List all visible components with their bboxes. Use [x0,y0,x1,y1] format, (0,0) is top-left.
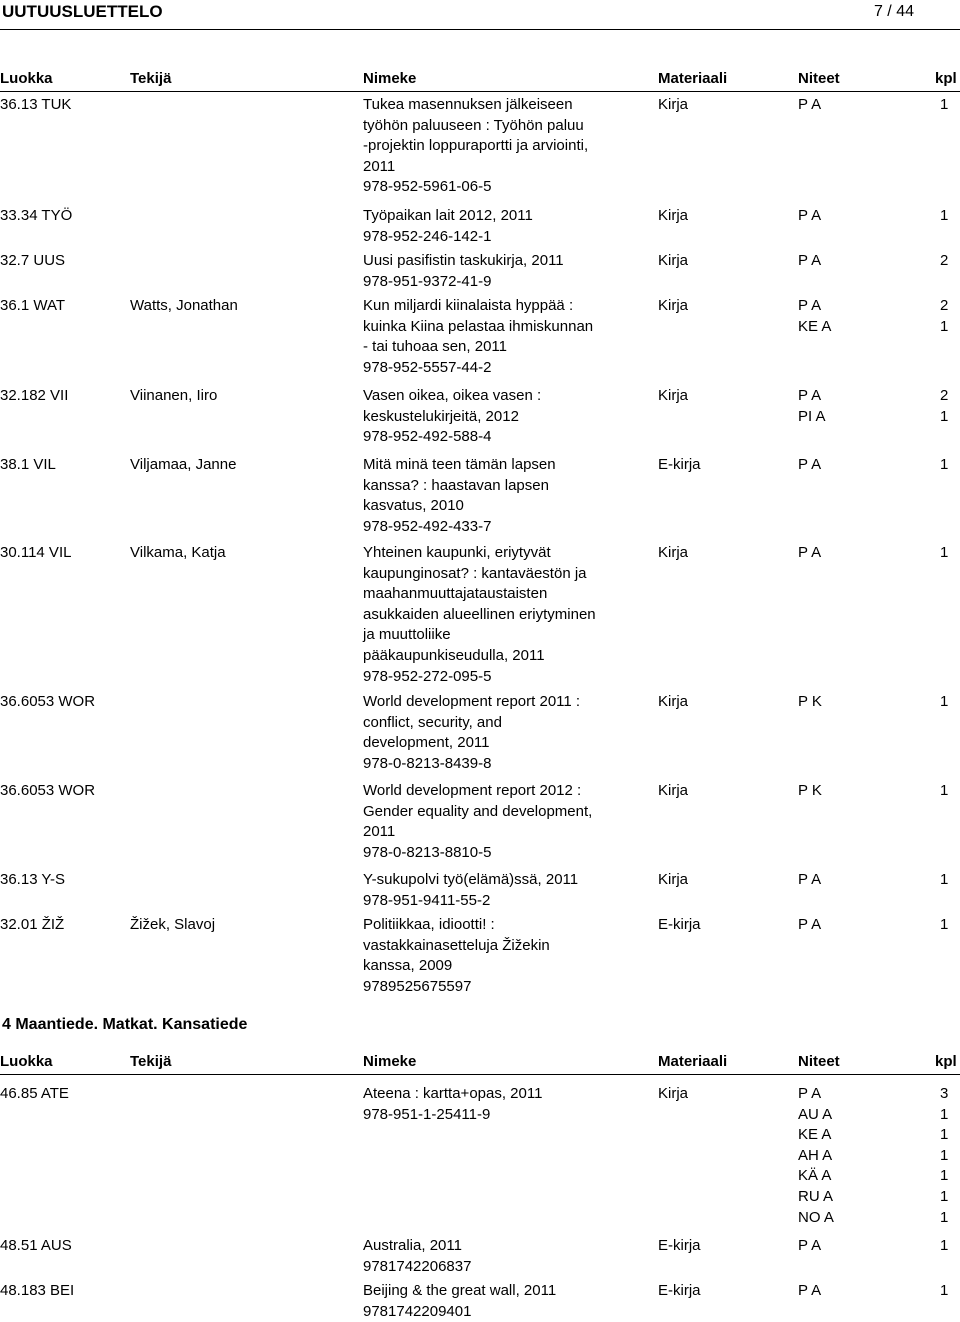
cell-nimeke [363,870,648,911]
cell-niteet-line: P A [798,252,822,269]
cell-niteet [798,251,898,272]
cell-kpl [940,543,960,564]
cell-kpl [940,455,960,476]
cell-nimeke-line: työhön paluuseen : Työhön paluu [363,116,584,134]
cell-materiaali [658,870,788,891]
cell-luokka [0,1281,125,1302]
cell-luokka [0,915,125,936]
cell-nimeke-line: 978-951-9411-55-2 [363,891,491,909]
cell-niteet [798,870,898,891]
cell-tekija [130,543,355,564]
cell-materiaali-line: Kirja [658,387,689,404]
cell-kpl-line: 1 [940,1105,949,1123]
cell-nimeke-line: Tukea masennuksen jälkeiseen [363,96,573,113]
cell-luokka-line: 48.51 AUS [0,1237,72,1254]
cell-luokka [0,870,125,891]
cell-kpl [940,870,960,891]
cell-nimeke-line: 9789525675597 [363,977,472,995]
title-divider [0,29,960,30]
cell-nimeke-line: 978-0-8213-8810-5 [363,843,492,861]
page-current: 7 [873,3,883,20]
cell-tekija-line: Watts, Jonathan [130,297,238,314]
cell-nimeke-line: Vasen oikea, oikea vasen : [363,387,542,404]
cell-nimeke-line: 978-952-272-095-5 [363,667,492,685]
cell-nimeke-line: Politiikkaa, idiootti! : [363,916,495,933]
cell-nimeke-line: 2011 [363,157,396,175]
document-title: UUTUUSLUETTELO [2,2,163,21]
cell-kpl-line: 1 [940,1282,949,1299]
cell-niteet [798,543,898,564]
cell-materiaali [658,915,788,936]
cell-nimeke-line: Uusi pasifistin taskukirja, 2011 [363,252,564,269]
cell-kpl-line: 1 [940,782,949,799]
cell-tekija-line: Viljamaa, Janne [130,456,237,473]
cell-nimeke [363,543,648,687]
cell-niteet [798,781,898,802]
cell-niteet-line: AH A [798,1146,833,1164]
cell-luokka [0,1236,125,1257]
cell-nimeke-line: kanssa, 2009 [363,957,453,975]
cell-materiaali-line: E-kirja [658,456,701,473]
cell-niteet-line: KE A [798,317,832,335]
cell-niteet [798,95,898,116]
cell-nimeke-line: Beijing & the great wall, 2011 [363,1282,557,1299]
cell-niteet [798,386,898,427]
cell-materiaali [658,296,788,317]
cell-luokka [0,206,125,227]
cell-materiaali-line: Kirja [658,782,689,799]
cell-nimeke-line: ja muuttoliike [363,626,451,644]
header-materiaali: Materiaali [658,70,728,87]
page-separator: / [887,3,892,20]
cell-nimeke-line: 978-952-5557-44-2 [363,358,492,376]
cell-kpl [940,1084,960,1228]
cell-nimeke-line: maahanmuuttajataustaisten [363,585,548,603]
cell-tekija [130,296,355,317]
cell-kpl-line: 2 [940,297,949,314]
cell-kpl [940,206,960,227]
cell-kpl [940,692,960,713]
cell-nimeke [363,206,648,247]
cell-nimeke [363,251,648,292]
cell-kpl [940,915,960,936]
cell-niteet [798,692,898,713]
cell-kpl [940,1236,960,1257]
cell-nimeke-line: World development report 2012 : [363,782,582,799]
cell-kpl-line: 2 [940,252,949,269]
cell-materiaali-line: E-kirja [658,916,701,933]
cell-niteet-line: P A [798,544,822,561]
cell-nimeke-line: Kun miljardi kiinalaista hyppää : [363,297,574,314]
cell-luokka-line: 36.6053 WOR [0,693,96,710]
cell-kpl-line: 1 [940,871,949,888]
cell-tekija [130,915,355,936]
cell-nimeke-line: Ateena : kartta+opas, 2011 [363,1085,543,1102]
cell-nimeke-line: kuinka Kiina pelastaa ihmiskunnan [363,317,594,335]
cell-niteet-line: P A [798,1237,822,1254]
cell-luokka-line: 36.13 TUK [0,96,72,113]
cell-luokka [0,543,125,564]
cell-kpl-line: 3 [940,1085,949,1102]
cell-materiaali-line: Kirja [658,96,689,113]
section-title: 4 Maantiede. Matkat. Kansatiede [2,1016,248,1033]
cell-niteet-line: P A [798,96,822,113]
cell-nimeke-line: 2011 [363,823,396,841]
cell-nimeke-line: development, 2011 [363,734,490,752]
cell-nimeke [363,915,648,997]
cell-materiaali [658,251,788,272]
cell-niteet-line: P A [798,456,822,473]
cell-nimeke-line: conflict, security, and [363,713,502,731]
cell-luokka-line: 38.1 VIL [0,456,56,473]
cell-luokka-line: 33.34 TYÖ [0,207,73,224]
cell-nimeke-line: Y-sukupolvi työ(elämä)ssä, 2011 [363,871,579,888]
cell-materiaali-line: E-kirja [658,1282,701,1299]
cell-kpl-line: 1 [940,1146,949,1164]
cell-materiaali-line: Kirja [658,871,689,888]
cell-nimeke [363,692,648,774]
cell-kpl-line: 1 [940,407,949,425]
header-divider-2 [0,1074,960,1075]
cell-niteet [798,206,898,227]
cell-nimeke-line: World development report 2011 : [363,693,581,710]
cell-luokka [0,692,125,713]
cell-kpl [940,386,960,427]
cell-tekija-line: Vilkama, Katja [130,544,226,561]
cell-niteet-line: P A [798,297,822,314]
cell-kpl-line: 1 [940,693,949,710]
cell-luokka-line: 32.182 VII [0,387,69,404]
table-header-1 [0,70,960,92]
cell-niteet [798,915,898,936]
document-header [0,0,960,28]
cell-materiaali-line: Kirja [658,252,689,269]
cell-kpl-line: 2 [940,387,949,404]
cell-kpl-line: 1 [940,207,949,224]
header-niteet: Niteet [798,1053,840,1070]
cell-nimeke-line: 9781742206837 [363,1257,472,1275]
cell-tekija [130,455,355,476]
cell-niteet-line: NO A [798,1208,834,1226]
cell-luokka [0,781,125,802]
cell-niteet [798,1281,898,1302]
cell-nimeke-line: Työpaikan lait 2012, 2011 [363,207,533,224]
cell-nimeke-line: Australia, 2011 [363,1237,462,1254]
header-kpl: kpl [935,70,957,87]
cell-nimeke [363,1281,648,1322]
header-nimeke: Nimeke [363,70,417,87]
cell-niteet-line: P A [798,207,822,224]
cell-niteet-line: AU A [798,1105,833,1123]
cell-kpl [940,296,960,337]
cell-tekija-line: Žižek, Slavoj [130,916,216,933]
cell-luokka [0,95,125,116]
cell-kpl-line: 1 [940,916,949,933]
cell-luokka-line: 48.183 BEI [0,1282,75,1299]
cell-materiaali [658,455,788,476]
cell-luokka-line: 32.01 ŽIŽ [0,916,65,933]
cell-nimeke [363,781,648,863]
header-tekija: Tekijä [130,1053,172,1070]
cell-nimeke [363,95,648,198]
cell-kpl-line: 1 [940,1167,949,1185]
cell-luokka-line: 30.114 VIL [0,544,72,561]
cell-materiaali-line: Kirja [658,693,689,710]
cell-nimeke-line: -projektin loppuraportti ja arviointi, [363,137,589,155]
cell-nimeke [363,386,648,448]
page-number [874,3,914,21]
cell-materiaali-line: Kirja [658,207,689,224]
cell-luokka [0,386,125,407]
cell-materiaali-line: Kirja [658,297,689,314]
cell-nimeke-line: kaupunginosat? : kantaväestön ja [363,564,587,582]
cell-niteet-line: KÄ A [798,1167,832,1185]
cell-tekija-line: Viinanen, Iiro [130,387,218,404]
header-nimeke: Nimeke [363,1053,417,1070]
header-divider-1 [0,91,960,92]
cell-nimeke [363,1084,648,1125]
cell-nimeke-line: asukkaiden alueellinen eriytyminen [363,605,596,623]
cell-materiaali [658,543,788,564]
cell-tekija [130,386,355,407]
cell-kpl-line: 1 [940,96,949,113]
cell-luokka-line: 36.6053 WOR [0,782,96,799]
cell-nimeke-line: Mitä minä teen tämän lapsen [363,456,556,473]
cell-nimeke-line: 978-952-492-588-4 [363,428,492,446]
cell-niteet-line: RU A [798,1187,834,1205]
cell-nimeke-line: 978-952-492-433-7 [363,517,492,535]
cell-materiaali [658,386,788,407]
cell-niteet-line: KE A [798,1126,832,1144]
cell-niteet-line: P A [798,871,822,888]
header-luokka: Luokka [0,1053,53,1070]
cell-niteet-line: P A [798,387,822,404]
header-kpl: kpl [935,1053,957,1070]
cell-luokka [0,296,125,317]
cell-kpl [940,1281,960,1302]
header-luokka: Luokka [0,70,53,87]
cell-niteet [798,1084,898,1228]
cell-niteet-line: PI A [798,407,826,425]
cell-kpl [940,251,960,272]
cell-luokka-line: 46.85 ATE [0,1085,69,1102]
cell-niteet [798,455,898,476]
cell-niteet-line: P A [798,916,822,933]
cell-niteet-line: P A [798,1282,822,1299]
cell-nimeke-line: kanssa? : haastavan lapsen [363,476,549,494]
cell-nimeke-line: keskustelukirjeitä, 2012 [363,407,519,425]
cell-nimeke [363,455,648,537]
cell-kpl [940,95,960,116]
cell-luokka [0,251,125,272]
cell-materiaali [658,206,788,227]
cell-nimeke-line: 9781742209401 [363,1302,472,1320]
cell-luokka [0,1084,125,1105]
cell-kpl-line: 1 [940,1208,949,1226]
cell-nimeke [363,1236,648,1277]
cell-materiaali-line: Kirja [658,544,689,561]
cell-nimeke-line: 978-951-9372-41-9 [363,272,492,290]
header-niteet: Niteet [798,70,840,87]
cell-nimeke-line: 978-952-5961-06-5 [363,178,492,196]
cell-nimeke-line: Gender equality and development, [363,802,593,820]
cell-nimeke-line: vastakkainasetteluja Žižekin [363,936,550,954]
cell-kpl-line: 1 [940,544,949,561]
cell-nimeke-line: - tai tuhoaa sen, 2011 [363,338,507,356]
cell-nimeke-line: 978-952-246-142-1 [363,227,492,245]
cell-nimeke-line: Yhteinen kaupunki, eriytyvät [363,544,551,561]
cell-nimeke-line: 978-951-1-25411-9 [363,1105,491,1123]
cell-niteet [798,1236,898,1257]
table-header-2 [0,1053,960,1075]
cell-materiaali-line: E-kirja [658,1237,701,1254]
cell-kpl-line: 1 [940,456,949,473]
cell-niteet-line: P K [798,693,822,710]
cell-kpl [940,781,960,802]
page-total: 44 [896,3,914,20]
cell-materiaali [658,692,788,713]
cell-kpl-line: 1 [940,1126,949,1144]
cell-niteet [798,296,898,337]
header-materiaali: Materiaali [658,1053,728,1070]
cell-materiaali [658,1281,788,1302]
cell-luokka [0,455,125,476]
cell-nimeke-line: 978-0-8213-8439-8 [363,754,492,772]
cell-luokka-line: 36.1 WAT [0,297,66,314]
cell-nimeke-line: kasvatus, 2010 [363,497,464,515]
cell-materiaali [658,1084,788,1105]
cell-nimeke [363,296,648,378]
cell-materiaali [658,781,788,802]
cell-niteet-line: P A [798,1085,822,1102]
cell-materiaali-line: Kirja [658,1085,689,1102]
cell-materiaali [658,1236,788,1257]
cell-kpl-line: 1 [940,1187,949,1205]
cell-niteet-line: P K [798,782,822,799]
cell-nimeke-line: pääkaupunkiseudulla, 2011 [363,646,545,664]
cell-luokka-line: 32.7 UUS [0,252,66,269]
header-tekija: Tekijä [130,70,172,87]
cell-kpl-line: 1 [940,317,949,335]
cell-luokka-line: 36.13 Y-S [0,871,66,888]
cell-materiaali [658,95,788,116]
cell-kpl-line: 1 [940,1237,949,1254]
